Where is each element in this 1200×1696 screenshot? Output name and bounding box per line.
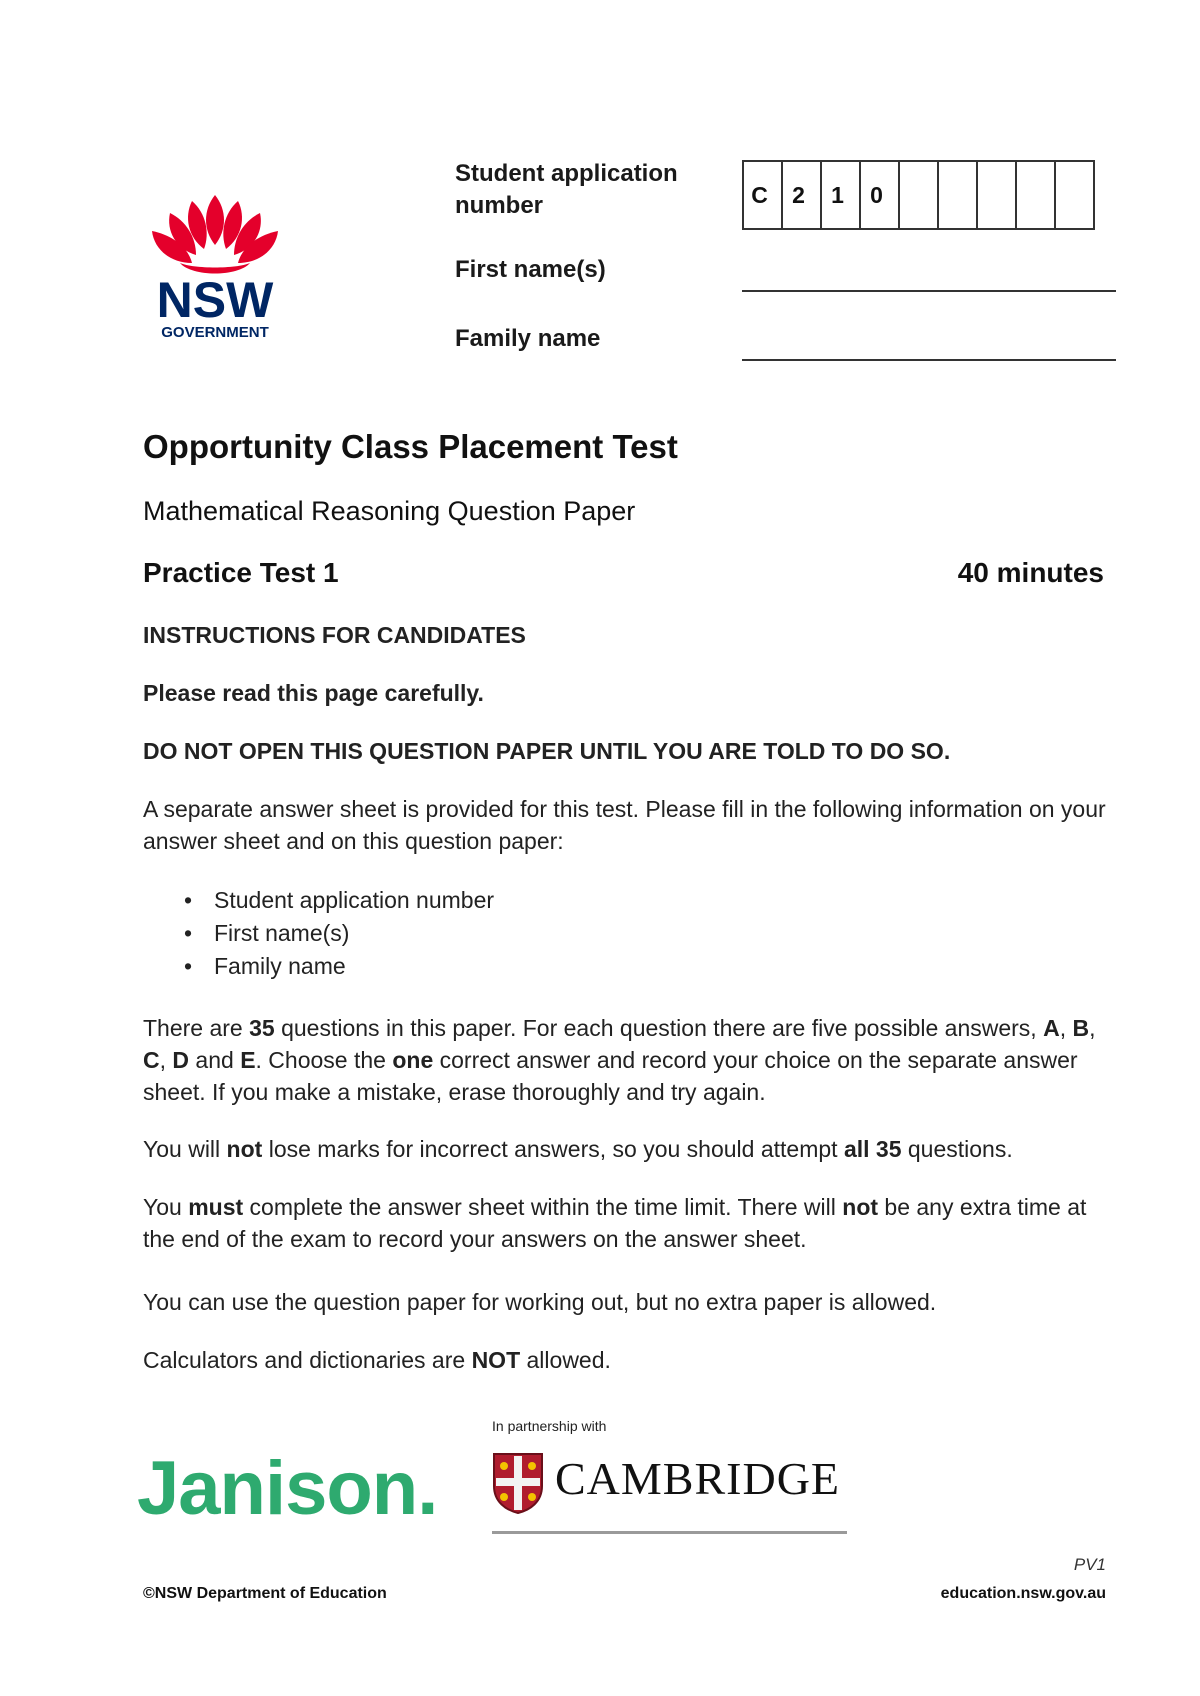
- questions-info-paragraph: There are 35 questions in this paper. For each question there are five possible answers, A, B, C, D and E. Choose the one correct answer and record your choice on the separate answer sheet. If you make a mistake, erase thoroughly and try again.: [143, 1015, 1096, 1105]
- version-label: PV1: [1073, 1555, 1106, 1574]
- duration-label: 40 minutes: [957, 557, 1104, 588]
- student-application-number-label: Student application number: [455, 160, 678, 219]
- first-name-label: First name(s): [455, 256, 606, 283]
- waratah-flower-icon: [152, 195, 278, 274]
- family-name-field[interactable]: [742, 359, 1116, 361]
- page-subtitle: Mathematical Reasoning Question Paper: [143, 496, 636, 526]
- practice-test-label: Practice Test 1: [143, 557, 339, 588]
- copyright-text: ©NSW Department of Education: [143, 1585, 387, 1602]
- nsw-logo-subtext: GOVERNMENT: [161, 324, 269, 341]
- read-carefully-text: Please read this page carefully.: [143, 680, 484, 706]
- partner-text: In partnership with: [492, 1418, 607, 1434]
- application-number-box[interactable]: 2: [783, 162, 822, 228]
- nsw-government-logo: [140, 185, 290, 345]
- cambridge-logo: CAMBRIDGE: [555, 1453, 841, 1504]
- student-application-number-boxes[interactable]: [742, 160, 1095, 230]
- list-item: • First name(s): [190, 917, 494, 950]
- family-name-label: Family name: [455, 325, 601, 352]
- application-number-box[interactable]: [978, 162, 1017, 228]
- website-link[interactable]: education.nsw.gov.au: [940, 1585, 1106, 1602]
- application-number-box[interactable]: C: [744, 162, 783, 228]
- instructions-heading: INSTRUCTIONS FOR CANDIDATES: [143, 622, 526, 648]
- application-number-box[interactable]: 0: [861, 162, 900, 228]
- time-limit-paragraph: You must complete the answer sheet within the time limit. There will not be any extra time at the end of the exam to record your answers on the answer sheet.: [143, 1194, 1087, 1252]
- first-name-field[interactable]: [742, 290, 1116, 292]
- application-number-box[interactable]: [939, 162, 978, 228]
- application-number-box[interactable]: [1056, 162, 1095, 228]
- page-title: Opportunity Class Placement Test: [143, 428, 678, 465]
- janison-logo: Janison.: [137, 1446, 438, 1531]
- working-out-paragraph: You can use the question paper for working out, but no extra paper is allowed.: [143, 1289, 937, 1315]
- nsw-logo-text: NSW: [156, 272, 274, 328]
- do-not-open-warning: DO NOT OPEN THIS QUESTION PAPER UNTIL YOU ARE TOLD TO DO SO.: [143, 738, 951, 764]
- cambridge-fine-print: [492, 1530, 847, 1535]
- list-item: • Student application number: [190, 884, 494, 917]
- application-number-box[interactable]: 1: [822, 162, 861, 228]
- marks-info-paragraph: You will not lose marks for incorrect answers, so you should attempt all 35 questions.: [143, 1136, 1013, 1162]
- cambridge-shield-icon: [492, 1452, 544, 1514]
- answer-sheet-intro: A separate answer sheet is provided for this test. Please fill in the following information on your answer sheet and on this question paper:: [143, 796, 1106, 854]
- calculators-paragraph: Calculators and dictionaries are NOT allowed.: [143, 1347, 611, 1373]
- application-number-box[interactable]: [900, 162, 939, 228]
- application-number-box[interactable]: [1017, 162, 1056, 228]
- fill-in-list: [190, 884, 494, 983]
- list-item: • Family name: [190, 950, 494, 983]
